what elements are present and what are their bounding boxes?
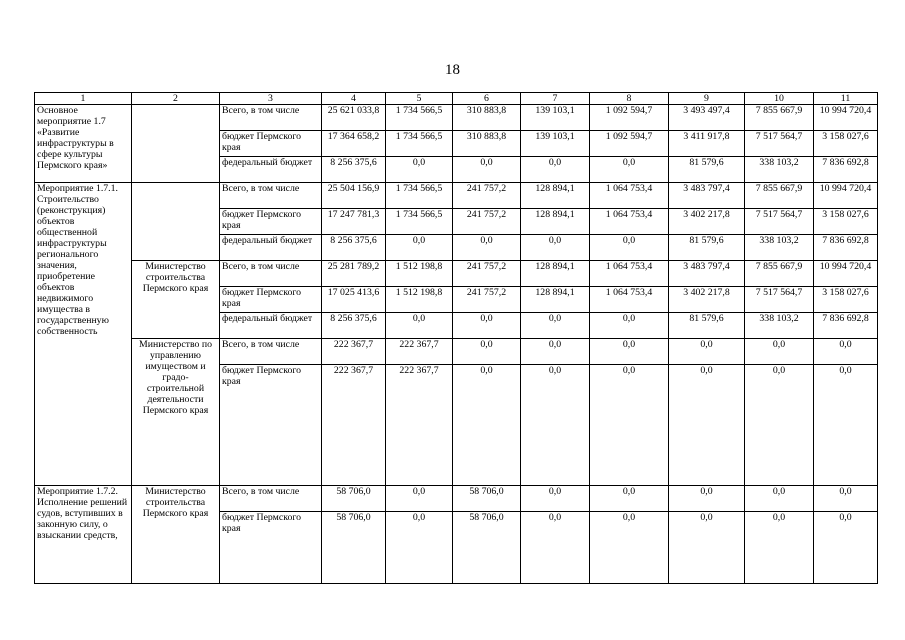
value-cell: 0,0 [521,339,590,365]
source-cell: бюджет Пермского края [220,365,322,486]
header-cell: 11 [814,93,878,105]
value-cell: 1 734 566,5 [386,209,453,235]
value-cell: 3 158 027,6 [814,131,878,157]
source-cell: бюджет Пермского края [220,512,322,584]
source-cell: Всего, в том числе [220,183,322,209]
value-cell: 7 836 692,8 [814,313,878,339]
value-cell: 17 364 658,2 [322,131,386,157]
value-cell: 0,0 [814,339,878,365]
value-cell: 1 512 198,8 [386,287,453,313]
value-cell: 0,0 [745,365,814,486]
header-row [35,93,878,105]
value-cell: 310 883,8 [453,105,521,131]
value-cell: 0,0 [814,486,878,512]
value-cell: 10 994 720,4 [814,261,878,287]
value-cell: 0,0 [386,486,453,512]
value-cell: 0,0 [453,157,521,183]
value-cell: 58 706,0 [453,486,521,512]
value-cell: 241 757,2 [453,183,521,209]
value-cell: 0,0 [669,339,745,365]
value-cell: 0,0 [745,486,814,512]
value-cell: 81 579,6 [669,313,745,339]
table-row [35,105,878,131]
value-cell: 0,0 [814,365,878,486]
value-cell: 7 855 667,9 [745,261,814,287]
value-cell: 241 757,2 [453,261,521,287]
value-cell: 222 367,7 [322,365,386,486]
source-cell: бюджет Пермского края [220,131,322,157]
value-cell: 0,0 [590,313,669,339]
value-cell: 81 579,6 [669,157,745,183]
value-cell: 0,0 [453,313,521,339]
value-cell: 0,0 [590,339,669,365]
value-cell: 81 579,6 [669,235,745,261]
value-cell: 7 517 564,7 [745,287,814,313]
value-cell: 0,0 [386,313,453,339]
value-cell: 3 158 027,6 [814,287,878,313]
value-cell: 0,0 [590,512,669,584]
header-cell: 1 [35,93,132,105]
value-cell: 1 512 198,8 [386,261,453,287]
value-cell: 0,0 [669,512,745,584]
value-cell: 0,0 [521,512,590,584]
value-cell: 139 103,1 [521,105,590,131]
value-cell: 7 517 564,7 [745,209,814,235]
value-cell: 1 064 753,4 [590,209,669,235]
source-cell: бюджет Пермского края [220,287,322,313]
value-cell: 3 483 797,4 [669,183,745,209]
value-cell: 0,0 [521,235,590,261]
table-row [35,261,878,287]
value-cell: 25 504 156,9 [322,183,386,209]
value-cell: 0,0 [521,157,590,183]
source-cell: федеральный бюджет [220,157,322,183]
value-cell: 241 757,2 [453,287,521,313]
value-cell: 3 158 027,6 [814,209,878,235]
value-cell: 128 894,1 [521,261,590,287]
page-number: 18 [445,62,460,78]
value-cell: 1 064 753,4 [590,261,669,287]
value-cell: 128 894,1 [521,287,590,313]
value-cell: 3 493 497,4 [669,105,745,131]
value-cell: 17 247 781,3 [322,209,386,235]
value-cell: 58 706,0 [322,512,386,584]
value-cell: 0,0 [453,235,521,261]
value-cell: 241 757,2 [453,209,521,235]
activity-name: Мероприятие 1.7.1. Строительство (реконструкция) объектов общественной инфраструктуры регионального значения, приобретение объектов недвижимого имущества в государственную собственность [35,183,132,486]
table-row [35,339,878,365]
value-cell: 58 706,0 [322,486,386,512]
header-cell: 10 [745,93,814,105]
value-cell: 1 092 594,7 [590,131,669,157]
value-cell: 0,0 [590,235,669,261]
value-cell: 222 367,7 [322,339,386,365]
value-cell: 0,0 [590,157,669,183]
table-row [35,183,878,209]
value-cell: 58 706,0 [453,512,521,584]
value-cell: 3 411 917,8 [669,131,745,157]
budget-table [34,92,878,584]
header-cell: 3 [220,93,322,105]
header-cell: 4 [322,93,386,105]
activity-name: Основное мероприятие 1.7 «Развитие инфраструктуры в сфере культуры Пермского края» [35,105,132,183]
value-cell: 128 894,1 [521,209,590,235]
value-cell: 17 025 413,6 [322,287,386,313]
value-cell: 7 836 692,8 [814,235,878,261]
value-cell: 8 256 375,6 [322,235,386,261]
value-cell: 1 734 566,5 [386,105,453,131]
value-cell: 222 367,7 [386,339,453,365]
header-cell: 2 [132,93,220,105]
table-row [35,486,878,512]
value-cell: 0,0 [386,157,453,183]
value-cell: 1 064 753,4 [590,183,669,209]
value-cell: 0,0 [745,339,814,365]
value-cell: 139 103,1 [521,131,590,157]
value-cell: 0,0 [521,365,590,486]
value-cell: 1 734 566,5 [386,183,453,209]
value-cell: 8 256 375,6 [322,157,386,183]
value-cell: 0,0 [453,365,521,486]
value-cell: 1 064 753,4 [590,287,669,313]
value-cell: 0,0 [669,486,745,512]
value-cell: 0,0 [386,512,453,584]
header-cell: 8 [590,93,669,105]
source-cell: Всего, в том числе [220,486,322,512]
responsible-cell [132,183,220,261]
value-cell: 25 281 789,2 [322,261,386,287]
header-cell: 9 [669,93,745,105]
header-cell: 5 [386,93,453,105]
activity-name: Мероприятие 1.7.2. Исполнение решений судов, вступивших в законную силу, о взыскании средств, [35,486,132,584]
value-cell: 3 402 217,8 [669,209,745,235]
value-cell: 10 994 720,4 [814,183,878,209]
header-cell: 7 [521,93,590,105]
value-cell: 1 092 594,7 [590,105,669,131]
value-cell: 222 367,7 [386,365,453,486]
value-cell: 310 883,8 [453,131,521,157]
value-cell: 0,0 [453,339,521,365]
header-cell: 6 [453,93,521,105]
value-cell: 3 483 797,4 [669,261,745,287]
value-cell: 128 894,1 [521,183,590,209]
source-cell: федеральный бюджет [220,235,322,261]
value-cell: 1 734 566,5 [386,131,453,157]
responsible-cell: Министерство строительства Пермского края [132,486,220,584]
value-cell: 0,0 [521,313,590,339]
source-cell: Всего, в том числе [220,261,322,287]
source-cell: бюджет Пермского края [220,209,322,235]
responsible-cell: Министерство строительства Пермского края [132,261,220,339]
source-cell: Всего, в том числе [220,339,322,365]
value-cell: 7 517 564,7 [745,131,814,157]
value-cell: 25 621 033,8 [322,105,386,131]
responsible-cell: Министерство по управлению имуществом и градо-строительной деятельности Пермского края [132,339,220,486]
value-cell: 338 103,2 [745,157,814,183]
value-cell: 0,0 [386,235,453,261]
value-cell: 0,0 [669,365,745,486]
responsible-cell [132,105,220,183]
source-cell: федеральный бюджет [220,313,322,339]
value-cell: 7 855 667,9 [745,105,814,131]
value-cell: 8 256 375,6 [322,313,386,339]
value-cell: 7 836 692,8 [814,157,878,183]
value-cell: 0,0 [814,512,878,584]
value-cell: 338 103,2 [745,235,814,261]
value-cell: 338 103,2 [745,313,814,339]
value-cell: 10 994 720,4 [814,105,878,131]
value-cell: 0,0 [590,365,669,486]
value-cell: 0,0 [521,486,590,512]
value-cell: 0,0 [745,512,814,584]
value-cell: 7 855 667,9 [745,183,814,209]
source-cell: Всего, в том числе [220,105,322,131]
value-cell: 0,0 [590,486,669,512]
value-cell: 3 402 217,8 [669,287,745,313]
